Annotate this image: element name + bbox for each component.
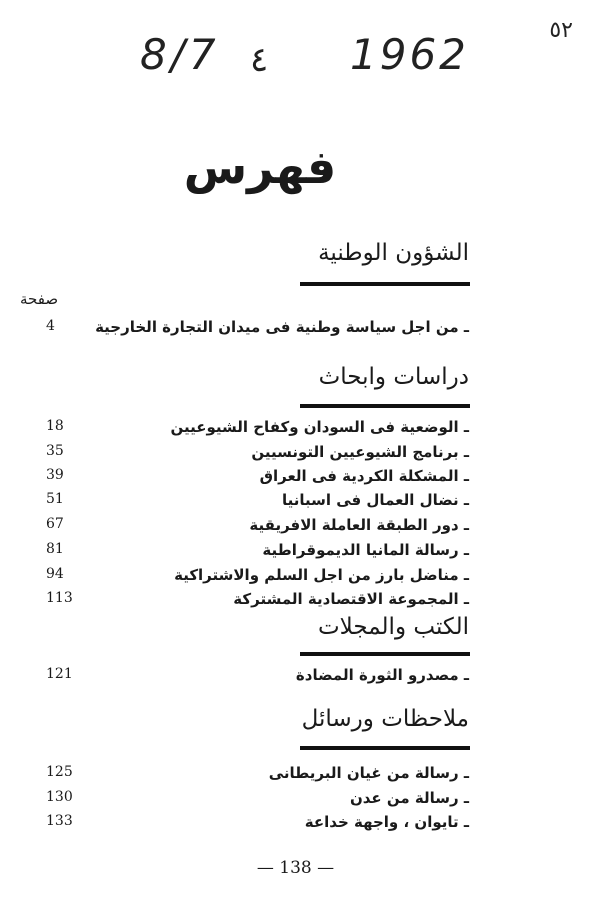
toc-entry-page: 130 [46, 789, 73, 805]
toc-entry[interactable] [0, 318, 591, 340]
page-column-label: صفحة [20, 290, 59, 308]
toc-entry[interactable] [0, 418, 591, 440]
handwritten-year: 1962 [350, 30, 469, 79]
toc-entry[interactable] [0, 590, 591, 612]
toc-entry[interactable] [0, 789, 591, 811]
page-title: فهرس [183, 140, 337, 194]
toc-entry[interactable] [0, 813, 591, 835]
page-number-footer: — 138 — [256, 858, 335, 878]
section-rule [300, 652, 470, 656]
toc-entry-page: 94 [46, 566, 64, 582]
handwritten-date: 8/7 [140, 30, 220, 79]
section-heading-national-affairs: الشؤون الوطنية [318, 240, 469, 266]
handwritten-day: ٤ [250, 40, 269, 80]
toc-entry-page: 4 [46, 318, 55, 334]
toc-entry[interactable] [0, 666, 591, 688]
section-heading-books: الكتب والمجلات [318, 614, 469, 640]
toc-entry-title: ـ رسالة من غيان البريطانى [268, 764, 469, 782]
toc-entry-title: ـ المجموعة الاقتصادية المشتركة [233, 590, 469, 608]
toc-entry-page: 81 [46, 541, 64, 557]
section-rule [300, 282, 470, 286]
toc-entry[interactable] [0, 516, 591, 538]
toc-entry-title: ـ مناضل بارز من اجل السلم والاشتراكية [174, 566, 469, 584]
toc-entry[interactable] [0, 443, 591, 465]
toc-entry[interactable] [0, 467, 591, 489]
handwritten-corner-mark: ٥٢ [549, 18, 573, 43]
toc-entry-title: ـ المشكلة الكردية فى العراق [259, 467, 469, 485]
toc-entry-title: ـ رسالة من عدن [349, 789, 469, 807]
toc-entry-title: ـ من اجل سياسة وطنية فى ميدان التجارة الخارجية [95, 318, 469, 336]
toc-entry-page: 133 [46, 813, 73, 829]
section-rule [300, 404, 470, 408]
toc-entry-title: ـ تايوان ، واجهة خداعة [304, 813, 469, 831]
toc-entry-title: ـ برنامج الشيوعيين التونسيين [251, 443, 469, 461]
toc-entry-page: 125 [46, 764, 73, 780]
toc-entry-page: 35 [46, 443, 64, 459]
toc-entry[interactable] [0, 566, 591, 588]
section-heading-studies: دراسات وابحاث [318, 364, 469, 390]
toc-entry[interactable] [0, 541, 591, 563]
section-heading-notes: ملاحظات ورسائل [301, 706, 469, 732]
toc-entry-page: 121 [46, 666, 73, 682]
toc-entry[interactable] [0, 764, 591, 786]
toc-entry-title: ـ نضال العمال فى اسبانيا [281, 491, 469, 509]
toc-entry-title: ـ رسالة المانيا الديموقراطية [262, 541, 469, 559]
toc-entry-page: 39 [46, 467, 64, 483]
toc-entry-title: ـ دور الطبقة العاملة الافريقية [249, 516, 469, 534]
toc-entry-page: 18 [46, 418, 64, 434]
toc-entry-page: 51 [46, 491, 64, 507]
toc-entry-page: 113 [46, 590, 73, 606]
toc-entry-page: 67 [46, 516, 64, 532]
toc-entry-title: ـ مصدرو الثورة المضادة [295, 666, 469, 684]
toc-entry[interactable] [0, 491, 591, 513]
section-rule [300, 746, 470, 750]
toc-entry-title: ـ الوضعية فى السودان وكفاح الشيوعيين [170, 418, 469, 436]
